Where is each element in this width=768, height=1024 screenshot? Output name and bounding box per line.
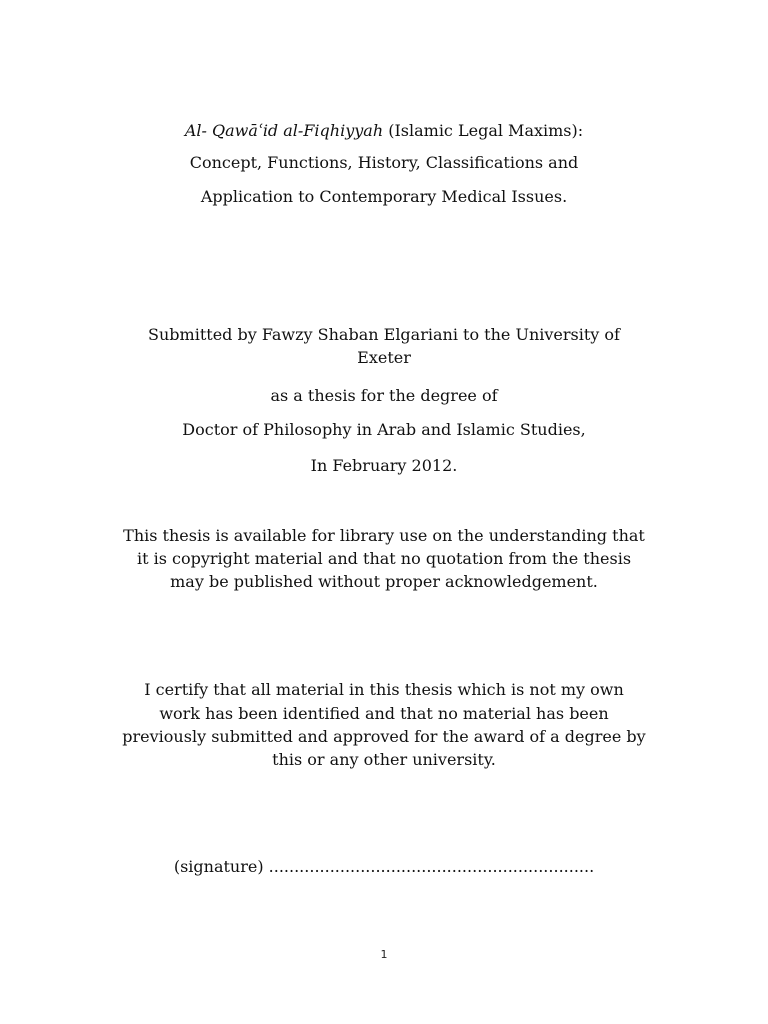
degree-intro: as a thesis for the degree of	[270, 386, 498, 405]
submission-line-1: Submitted by Fawzy Shaban Elgariani to the University of	[148, 325, 620, 344]
title-line-3: Application to Contemporary Medical Issues.	[200, 187, 568, 206]
title-line-1	[0, 120, 768, 142]
signature-line: (signature) ................................................................	[173, 857, 595, 876]
certification-line-3: previously submitted and approved for the award of a degree by	[122, 727, 646, 746]
certification-line-1: I certify that all material in this thesis which is not my own	[144, 680, 624, 699]
submission-line-2: Exeter	[357, 348, 411, 367]
title-english: (Islamic Legal Maxims):	[383, 121, 584, 140]
degree-name: Doctor of Philosophy in Arab and Islamic Studies,	[182, 420, 586, 439]
certification-line-4: this or any other university.	[272, 750, 496, 769]
availability-line-1: This thesis is available for library use on the understanding that	[123, 526, 645, 545]
page-number: 1	[380, 948, 388, 961]
title-line-2: Concept, Functions, History, Classifications and	[189, 153, 579, 172]
title-transliteration: Al- Qawāʿid al-Fiqhiyyah	[184, 121, 384, 140]
certification-line-2: work has been identified and that no material has been	[159, 704, 609, 723]
availability-line-3: may be published without proper acknowledgement.	[170, 572, 598, 591]
submission-date: In February 2012.	[310, 456, 458, 475]
availability-line-2: it is copyright material and that no quotation from the thesis	[136, 549, 632, 568]
